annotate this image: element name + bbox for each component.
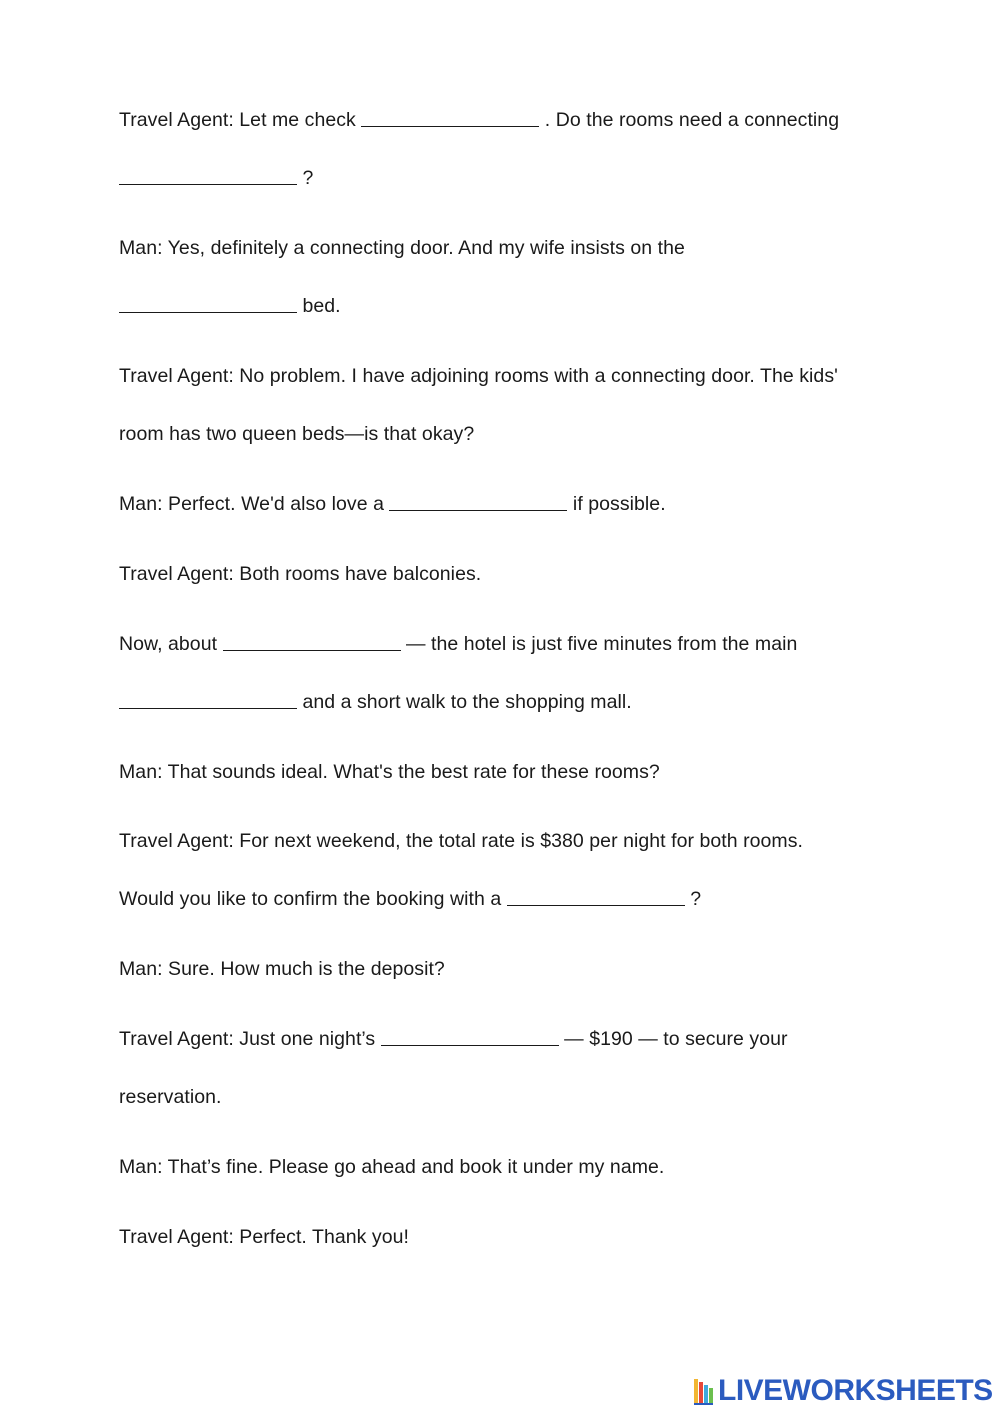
dialogue-text-segment: Travel Agent: Just one night’s (119, 1028, 381, 1050)
dialogue-line (119, 236, 685, 260)
dialogue-text-segment: Man: Perfect. We'd also love a (119, 493, 390, 515)
dialogue-text-segment: Travel Agent: Let me check (119, 109, 362, 131)
dialogue-text-segment: Man: That sounds ideal. What's the best rate for these rooms? (119, 761, 660, 783)
dialogue-line (119, 829, 803, 853)
dialogue-text-segment: Man: Sure. How much is the deposit? (119, 958, 445, 980)
dialogue-text-segment: Man: That’s fine. Please go ahead and book it under my name. (119, 1156, 665, 1178)
dialogue-text-segment: ? (684, 888, 702, 910)
dialogue-text-segment: — the hotel is just five minutes from the main (400, 633, 798, 655)
answer-blank-4[interactable] (389, 492, 567, 511)
dialogue-line (119, 632, 797, 656)
dialogue-text-segment: and a short walk to the shopping mall. (297, 691, 632, 713)
answer-blank-3[interactable] (119, 294, 297, 313)
dialogue-line (119, 166, 313, 190)
answer-blank-7[interactable] (507, 887, 685, 906)
dialogue-line (119, 1085, 221, 1109)
dialogue-text-segment: Now, about (119, 633, 223, 655)
dialogue-text-segment: Travel Agent: For next weekend, the total rate is $380 per night for both rooms. (119, 830, 803, 852)
dialogue-line (119, 422, 474, 446)
dialogue-text-segment: Would you like to confirm the booking with a (119, 888, 507, 910)
answer-blank-1[interactable] (361, 108, 539, 127)
answer-blank-5[interactable] (223, 632, 401, 651)
dialogue-line (119, 562, 481, 586)
dialogue-text-segment: Travel Agent: Perfect. Thank you! (119, 1226, 409, 1248)
dialogue-line (119, 760, 660, 784)
dialogue-text-segment: . Do the rooms need a connecting (539, 109, 840, 131)
answer-blank-2[interactable] (119, 166, 297, 185)
dialogue-line (119, 492, 666, 516)
dialogue-line (119, 957, 445, 981)
dialogue-text-segment: reservation. (119, 1086, 222, 1108)
liveworksheets-brand (693, 1374, 993, 1408)
dialogue-text-segment: Travel Agent: No problem. I have adjoining rooms with a connecting door. The kids' (119, 365, 838, 387)
dialogue-line (119, 108, 839, 132)
dialogue-text-segment: if possible. (567, 493, 666, 515)
dialogue-text-segment: Man: Yes, definitely a connecting door. And my wife insists on the (119, 237, 685, 259)
dialogue-line (119, 1027, 788, 1051)
dialogue-text-segment: Travel Agent: Both rooms have balconies. (119, 563, 482, 585)
dialogue-line (119, 364, 838, 388)
brand-name: LIVEWORKSHEETS (718, 1374, 993, 1407)
dialogue-text-segment: bed. (297, 295, 341, 317)
answer-blank-8[interactable] (381, 1027, 559, 1046)
dialogue-text-segment: — $190 — to secure your (558, 1028, 788, 1050)
dialogue-line (119, 690, 632, 714)
dialogue-line (119, 1155, 664, 1179)
dialogue-text-segment: ? (297, 167, 314, 189)
dialogue-text-segment: room has two queen beds—is that okay? (119, 423, 475, 445)
dialogue-line (119, 1225, 409, 1249)
dialogue-line (119, 887, 701, 911)
answer-blank-6[interactable] (119, 690, 297, 709)
liveworksheets-logo-icon (693, 1376, 715, 1406)
dialogue-line (119, 294, 341, 318)
